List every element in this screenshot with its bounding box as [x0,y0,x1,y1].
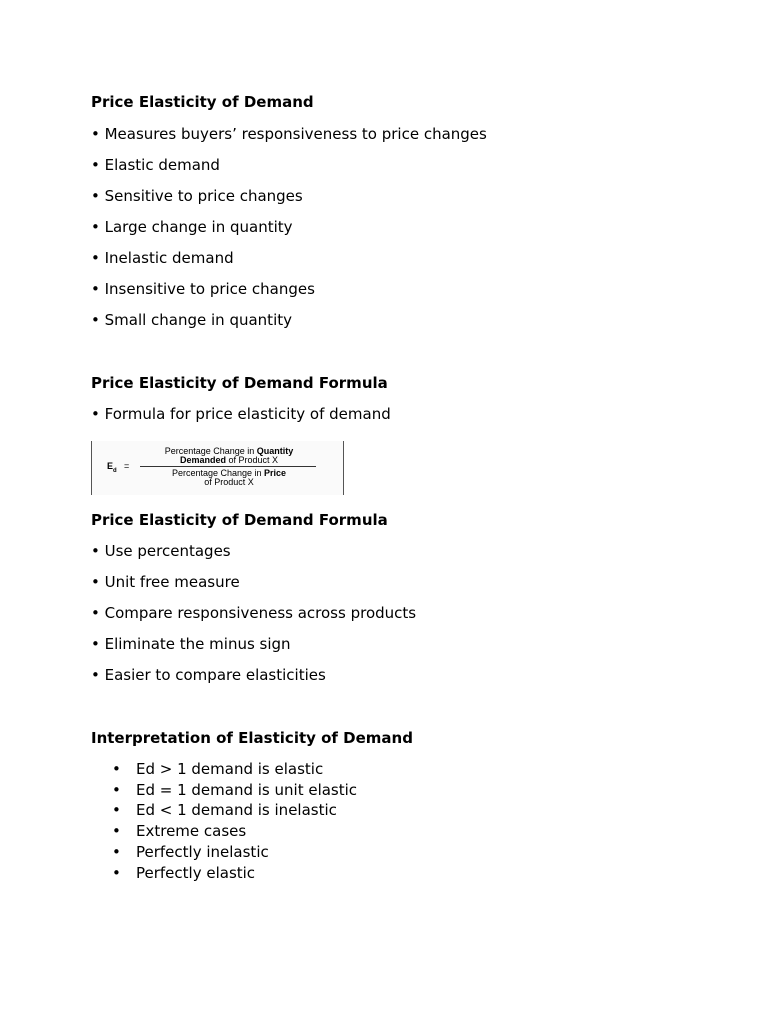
bullet-item: • Small change in quantity [91,311,292,329]
bullet-item: • Use percentages [91,542,231,560]
bullet-item: • Sensitive to price changes [91,187,303,205]
list-item: • Ed < 1 demand is inelastic [112,801,337,820]
bullet-dot: • [112,863,121,882]
formula-numerator: Percentage Change in Quantity Demanded of Product X [164,446,294,465]
formula-denominator: Percentage Change in Price of Product X [171,468,287,487]
section-heading: Price Elasticity of Demand [91,93,314,111]
formula-lhs: $E_d$ [107,461,117,474]
bullet-item: • Inelastic demand [91,249,234,267]
bullet-dot: • [112,842,121,861]
bullet-item: • Measures buyers’ responsiveness to price changes [91,125,487,143]
list-item: • Perfectly elastic [112,863,256,882]
bullet-dot: • [112,822,121,841]
bullet-item: • Easier to compare elasticities [91,666,326,684]
bullet-item: • Formula for price elasticity of demand [91,405,391,423]
section-heading: Price Elasticity of Demand Formula [91,374,388,392]
bullet-dot: • [112,801,121,820]
list-item: • Ed = 1 demand is unit elastic [112,780,358,799]
list-item: • Extreme cases [112,822,247,841]
bullet-item: • Elastic demand [91,156,220,174]
bullet-item: • Eliminate the minus sign [91,635,291,653]
bullet-item: • Compare responsiveness across products [91,604,417,622]
fraction-bar [140,466,316,467]
bullet-item: • Unit free measure [91,573,240,591]
formula-equals: = [124,461,130,471]
list-item: • Perfectly inelastic [112,842,269,861]
bullet-item: • Insensitive to price changes [91,280,315,298]
bullet-item: • Large change in quantity [91,218,293,236]
elasticity-formula-image [91,441,344,495]
bullet-dot: • [112,780,121,799]
section-heading: Price Elasticity of Demand Formula [91,511,388,529]
bullet-dot: • [112,760,121,778]
section-heading: Interpretation of Elasticity of Demand [91,729,413,747]
interpretation-list [112,759,357,883]
list-item: • Ed > 1 demand is elastic [112,760,324,778]
